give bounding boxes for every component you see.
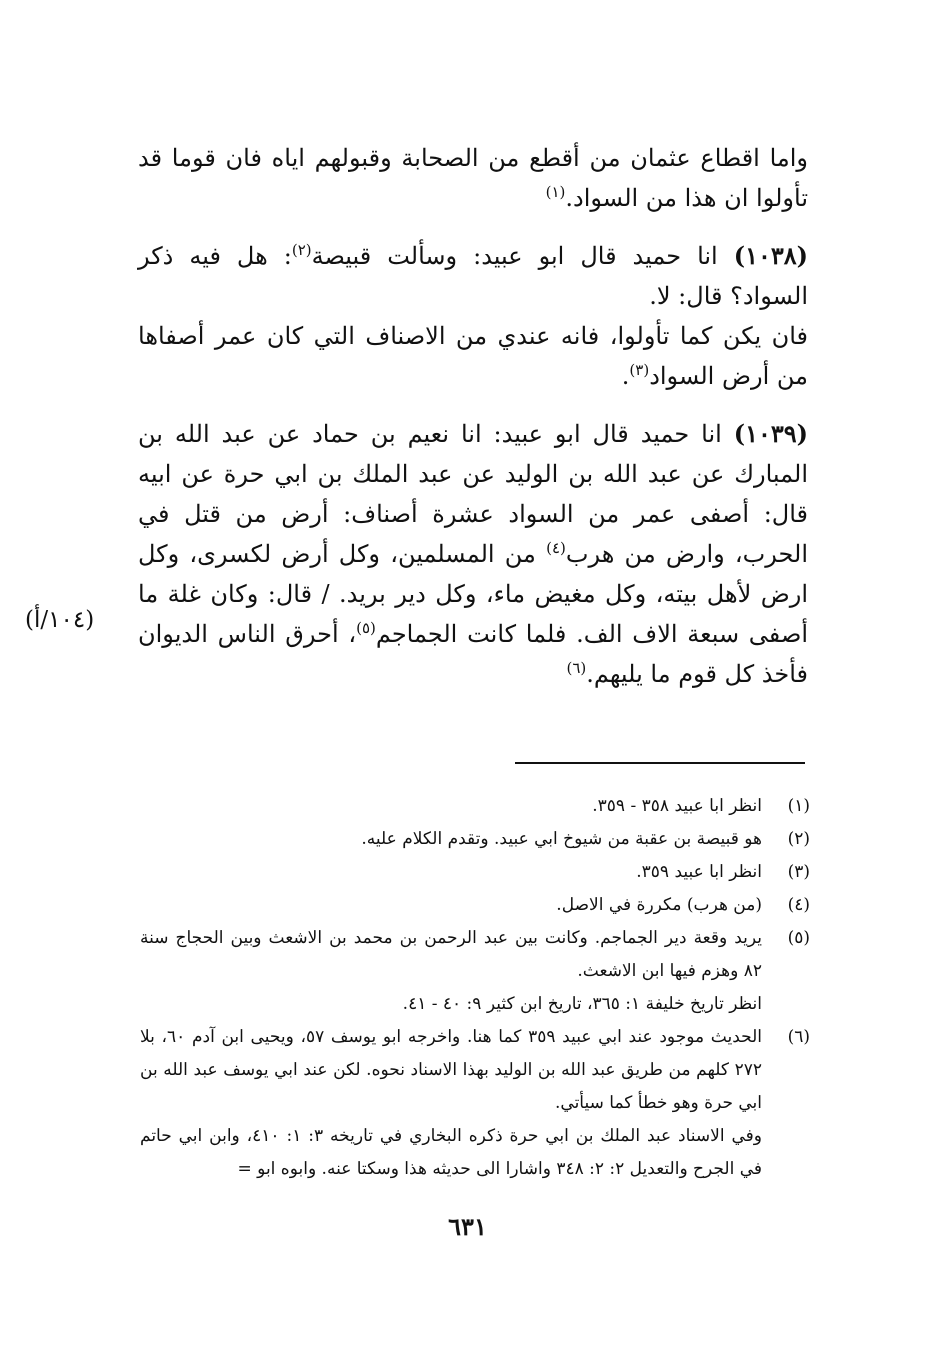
paragraph-1038-text-a: انا حميد قال ابو عبيد: وسألت قبيصة [311,242,718,270]
page-number: ٦٣١ [448,1212,487,1241]
footnote-number: (٤) [787,895,810,915]
paragraph-1039 [138,414,808,694]
footnote-line: الحديث موجود عند ابي عبيد ٣٥٩ كما هنا. واخرجه ابو يوسف ٥٧، ويحيى ابن آدم ٦٠، بلا ٢٧٢ كلهم من طريق عبد الله بن الوليد بهذا الاسناد نحوه. لكن عند ابي يوسف عبد الله بن ابي حرة وهو خطأ كما سيأتي. [140,1027,763,1113]
paragraph-3-text: فان يكن كما تأولوا، فانه عندي من الاصناف التي كان عمر أصفاها من أرض السواد [138,322,808,390]
footnote-number: (٣) [787,862,810,882]
footnotes [140,790,810,1186]
footnote [140,790,810,823]
footnote [140,823,810,856]
paragraph-1039-text-b: من المسلمين، وكل أرض لكسرى، وكل ارض لأهل بيته، وكل مغيض ماء، وكل دير بريد. / قال: وكان غلة ما أصفى سبعة الاف الف. فلما كانت الجماجم [138,540,808,648]
paragraph-1 [138,138,808,218]
footnote-line: انظر تاريخ خليفة ١: ٣٦٥، تاريخ ابن كثير ٩: ٤٠ - ٤١. [402,994,762,1014]
footnote-number: (١) [787,796,810,816]
paragraph-1039-text-a: انا حميد قال ابو عبيد: انا نعيم بن حماد عن عبد الله بن المبارك عن عبد الله بن الوليد عن عبد الملك بن ابي حرة عن ابيه قال: أصفى عمر من السواد عشرة أصناف: أرض من قتل في الحرب، وارض من هرب [138,420,808,568]
paragraph-1038 [138,236,808,316]
footnote-text [140,823,762,856]
footnote-number: (٦) [787,1027,810,1047]
footnote-line: انظر ابا عبيد ٣٥٨ - ٣٥٩. [592,796,762,816]
hadith-number-1039: (١٠٣٩) [733,419,808,448]
footnote-ref-1: (١) [545,183,566,201]
footnote-ref-6: (٦) [566,659,587,677]
footnote-ref-4: (٤) [546,539,566,557]
main-text [138,138,808,694]
footnote-line: هو قبيصة بن عقبة من شيوخ ابي عبيد. وتقدم الكلام عليه. [361,829,762,849]
footnote [140,922,810,1021]
footnote [140,889,810,922]
footnote-text [140,1021,762,1186]
footnote-text [140,889,762,922]
footnote-line: يريد وقعة دير الجماجم. وكانت بين عبد الرحمن بن محمد بن الاشعث وبين الحجاج سنة ٨٢ وهزم فيها ابن الاشعث. [140,928,762,981]
footnote-text [140,856,762,889]
footnote-line: وفي الاسناد عبد الملك بن ابي حرة ذكره البخاري في تاريخه ٣: ١: ٤١٠، وابن ابي حاتم في الجرح والتعديل ٢: ٢: ٣٤٨ واشارا الى حديثه هذا وسكتا عنه. وابوه ابو = [140,1126,762,1179]
footnote-ref-5: (٥) [356,619,376,637]
paragraph-1-text: واما اقطاع عثمان من أقطع من الصحابة وقبولهم اياه فان قوما قد تأولوا ان هذا من السواد. [138,144,808,212]
footnote [140,856,810,889]
footnote-separator [515,762,805,764]
footnote-line: انظر ابا عبيد ٣٥٩. [636,862,762,882]
footnote-text [140,790,762,823]
footnote [140,1021,810,1186]
footnote-line: (من هرب) مكررة في الاصل. [556,895,762,915]
paragraph-3 [138,316,808,396]
hadith-number-1038: (١٠٣٨) [733,241,809,270]
paragraph-1038-text-b: : هل فيه ذكر السواد؟ قال: لا. [138,242,808,310]
paragraph-1039-text-c: ، أحرق الناس الديوان فأخذ كل قوم ما يليهم. [138,620,808,688]
footnote-number: (٢) [787,829,810,849]
footnote-text [140,922,762,1021]
footnote-number: (٥) [787,928,810,948]
manuscript-folio-ref: (١٠٤/أ) [25,607,95,633]
footnote-ref-2: (٢) [291,241,312,259]
paragraph-3-end: . [621,362,630,390]
footnote-ref-3: (٣) [629,361,650,379]
